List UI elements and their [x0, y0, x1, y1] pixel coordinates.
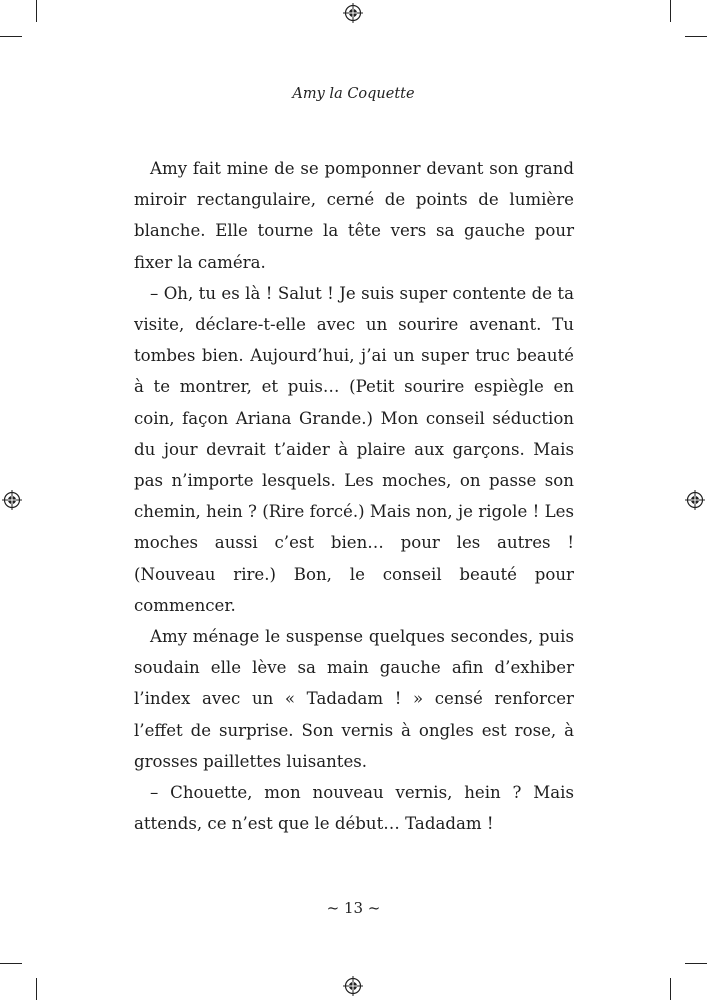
crop-mark-bottom-right-vertical: [670, 978, 671, 1000]
paragraph: – Oh, tu es là ! Salut ! Je suis super contente de ta visite, déclare-t-elle avec un sourire avenant. Tu tombes bien. Aujourd’hui, j’ai un super truc beauté à te montrer, et puis… (Petit sourire espiègle en coin, façon Ariana Grande.) Mon conseil séduction du jour devrait t’aider à plaire aux garçons. Mais pas n’importe lesquels. Les moches, on passe son chemin, hein ? (Rire forcé.) Mais non, je rigole ! Les moches aussi c’est bien… pour les autres ! (Nouveau rire.) Bon, le conseil beauté pour commencer.: [134, 283, 574, 615]
paragraph: Amy ménage le suspense quelques secondes, puis soudain elle lève sa main gauche afin d’exhiber l’index avec un « Tadadam ! » censé renforcer l’effet de surprise. Son vernis à ongles est rose, à grosses paillettes luisantes.: [134, 627, 574, 771]
crop-mark-top-left-horizontal: [0, 36, 22, 37]
body-text: [134, 153, 574, 839]
page-number: ~ 13 ~: [326, 899, 381, 917]
crop-mark-bottom-right-horizontal: [685, 963, 707, 964]
crop-mark-bottom-left-vertical: [36, 978, 37, 1000]
crop-mark-top-right-horizontal: [685, 36, 707, 37]
registration-mark-icon: [343, 3, 363, 23]
crop-mark-top-left-vertical: [36, 0, 37, 22]
crop-mark-top-right-vertical: [670, 0, 671, 22]
registration-mark-icon: [2, 490, 22, 510]
paragraph: Amy fait mine de se pomponner devant son grand miroir rectangulaire, cerné de points de lumière blanche. Elle tourne la tête vers sa gauche pour fixer la caméra.: [134, 159, 574, 272]
running-header: Amy la Coquette: [292, 86, 415, 102]
paragraph: – Chouette, mon nouveau vernis, hein ? Mais attends, ce n’est que le début… Tadadam !: [134, 783, 574, 834]
registration-mark-icon: [343, 976, 363, 996]
crop-mark-bottom-left-horizontal: [0, 963, 22, 964]
registration-mark-icon: [685, 490, 705, 510]
